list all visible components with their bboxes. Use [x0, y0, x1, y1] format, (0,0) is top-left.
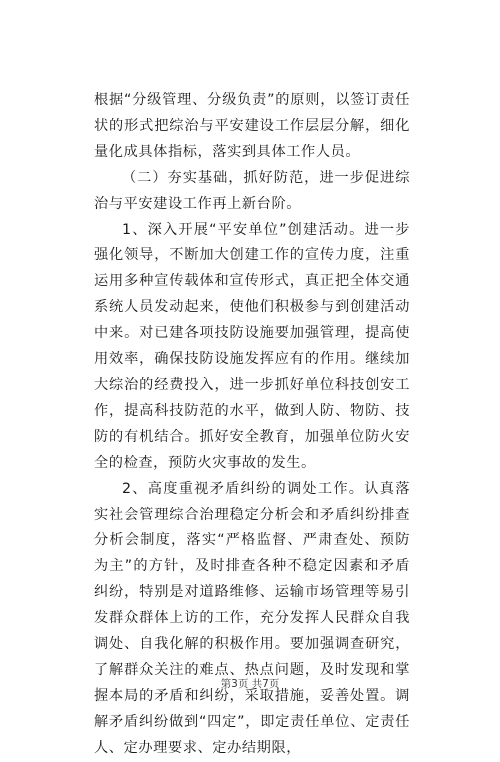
paragraph-item-2: 2、高度重视矛盾纠纷的调处工作。认真落实社会管理综合治理稳定分析会和矛盾纠纷排查分析会制度，落实“严格监督、严肃查处、预防为主”的方针，及时排查各种不稳定因素和矛盾纠纷，特别是对道路维修、运输市场管理等易引发群众群体上访的工作，充分发挥人民群众自我调处、自我化解的积极作用。要加强调查研究，了解群众关注的难点、热点问题，及时发现和掌握本局的矛盾和纠纷，采取措施，妥善处置。调解矛盾纠纷做到“四定”，即定责任单位、定责任人、定办理要求、定办结期限，: [94, 480, 410, 756]
paragraph-continuation: 根据“分级管理、分级负责”的原则，以签订责任状的形式把综治与平安建设工作层层分解，细化量化成具体指标，落实到具体工作人员。: [94, 92, 410, 160]
section-heading-two: （二）夯实基础，抓好防范，进一步促进综治与平安建设工作再上新台阶。: [94, 169, 410, 212]
paragraph-item-1: 1、深入开展“平安单位”创建活动。进一步强化领导，不断加大创建工作的宣传力度，注重运用多种宣传载体和宣传形式，真正把全体交通系统人员发动起来，使他们积极参与到创建活动中来。对已建各项技防设施要加强管理，提高使用效率，确保技防设施发挥应有的作用。继续加大综治的经费投入，进一步抓好单位科技创安工作，提高科技防范的水平，做到人防、物防、技防的有机结合。抓好安全教育，加强单位防火安全的检查，预防火灾事故的发生。: [94, 221, 410, 471]
document-body: [94, 88, 410, 762]
page-footer: 第3页 共7页: [220, 678, 280, 690]
